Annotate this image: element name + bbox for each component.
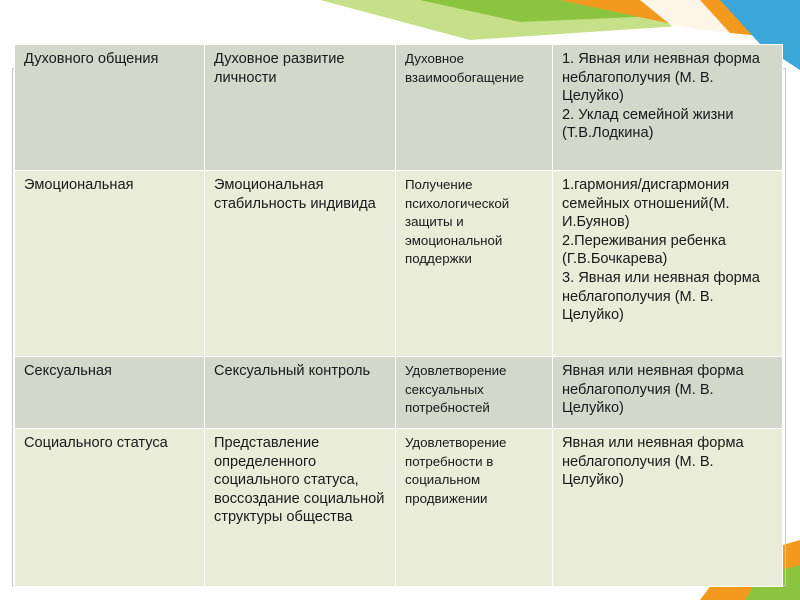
table-row — [15, 171, 783, 357]
family-functions-table — [14, 44, 783, 587]
table-cell: Эмоциональная стабильность индивида — [205, 171, 396, 357]
table-body — [15, 45, 783, 587]
table-cell: 1.гармония/дисгармония семейных отношений(М. И.Буянов) 2.Переживания ребенка (Г.В.Бочкарева) 3. Явная или неявная форма неблагополучия (М. В. Целуйко) — [553, 171, 783, 357]
table-row — [15, 45, 783, 171]
table-cell: Удовлетворение потребности в социальном продвижении — [396, 429, 553, 587]
table-cell: Духовное взаимообогащение — [396, 45, 553, 171]
table-cell: Духовное развитие личности — [205, 45, 396, 171]
table-cell: Удовлетворение сексуальных потребностей — [396, 357, 553, 429]
table-cell: Получение психологической защиты и эмоциональной поддержки — [396, 171, 553, 357]
table-cell: Представление определенного социального статуса, воссоздание социальной структуры общества — [205, 429, 396, 587]
table-row — [15, 429, 783, 587]
table-cell: Эмоциональная — [15, 171, 205, 357]
table-cell: Социального статуса — [15, 429, 205, 587]
table-cell: Сексуальная — [15, 357, 205, 429]
table-row — [15, 357, 783, 429]
table-cell: Явная или неявная форма неблагополучия (М. В. Целуйко) — [553, 429, 783, 587]
table-cell: 1. Явная или неявная форма неблагополучия (М. В. Целуйко) 2. Уклад семейной жизни (Т.В.Лодкина) — [553, 45, 783, 171]
table-cell: Явная или неявная форма неблагополучия (М. В. Целуйко) — [553, 357, 783, 429]
table-cell: Духовного общения — [15, 45, 205, 171]
table-cell: Сексуальный контроль — [205, 357, 396, 429]
